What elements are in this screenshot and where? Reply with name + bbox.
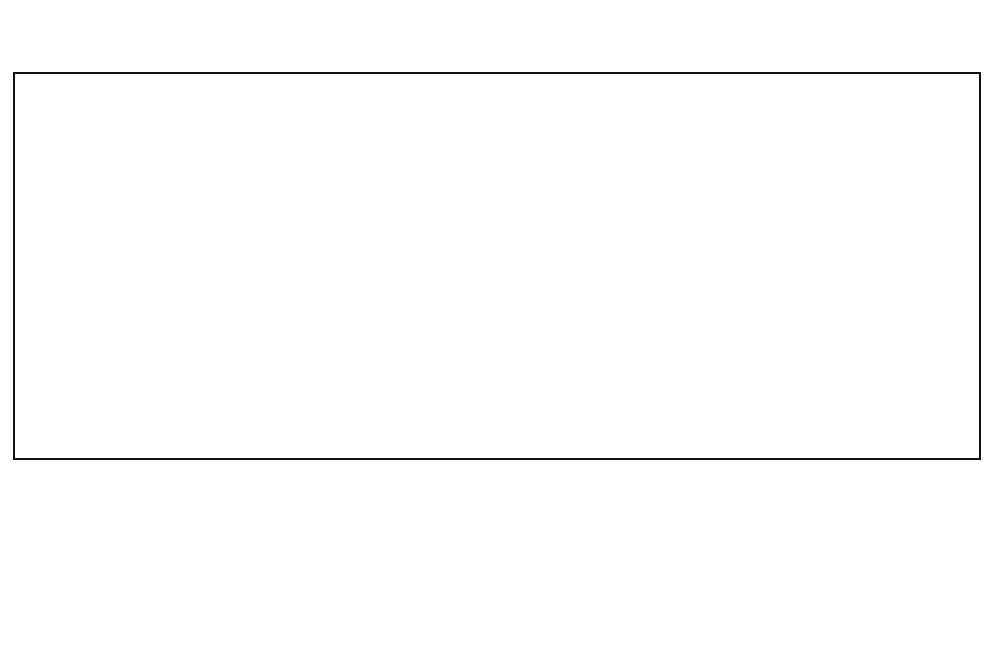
application-form-table: [13, 72, 981, 460]
